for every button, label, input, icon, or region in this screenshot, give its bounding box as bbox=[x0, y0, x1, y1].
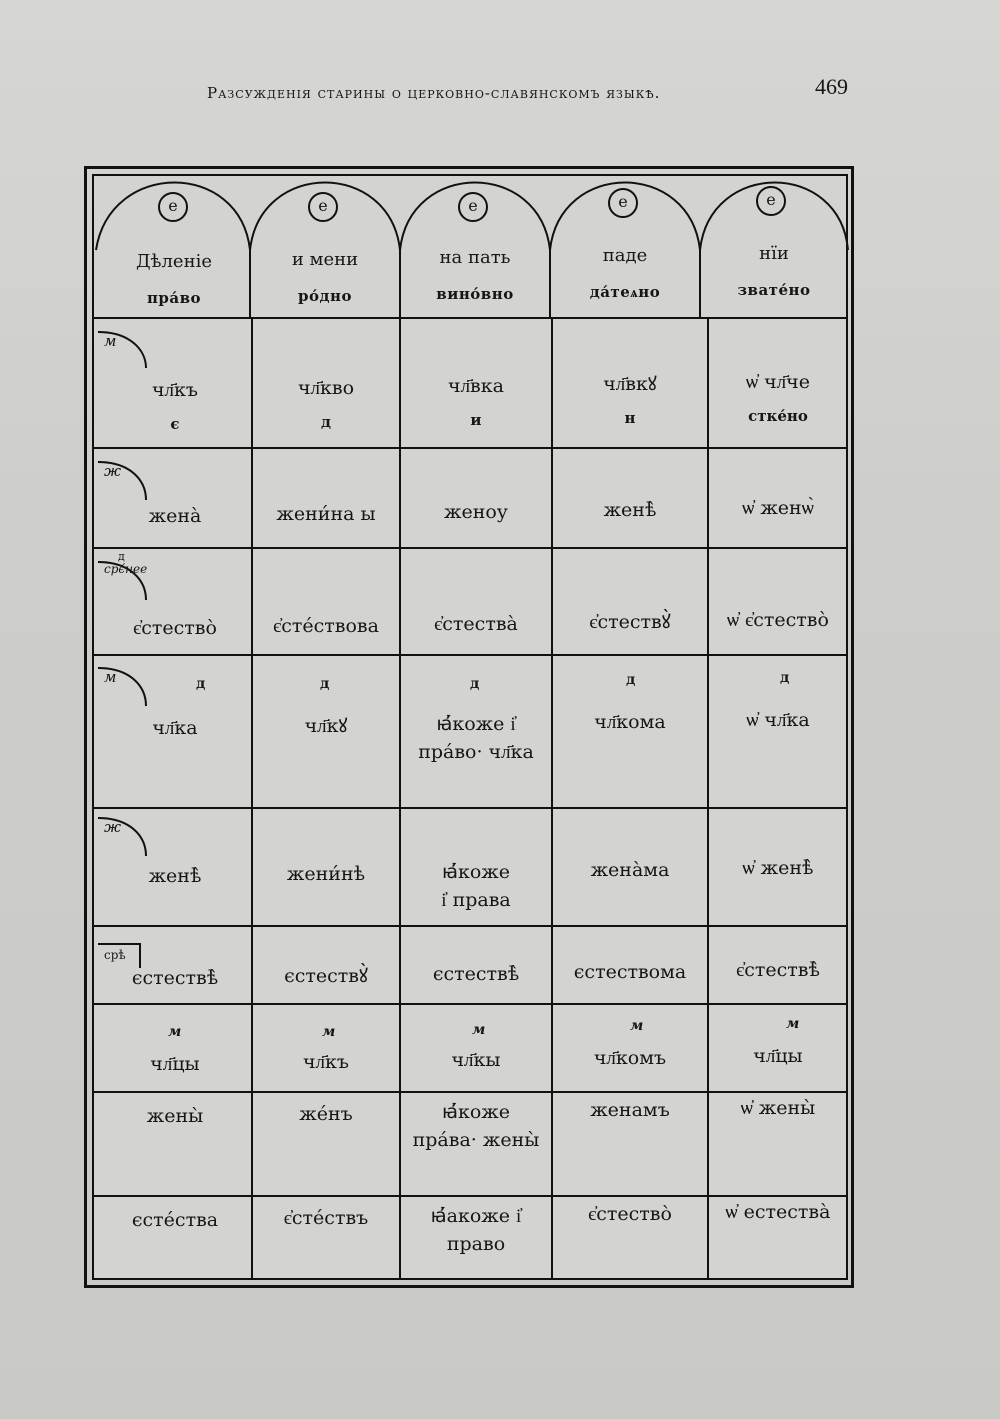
table-cell bbox=[708, 368, 848, 430]
table-cell bbox=[100, 714, 250, 742]
cell-line: ѡ҆ женѡ̀ bbox=[742, 497, 814, 519]
cell-line: жены̀ bbox=[146, 1105, 204, 1127]
table-cell bbox=[400, 858, 552, 914]
table-cell bbox=[552, 1044, 708, 1072]
cell-line: і҆ права bbox=[441, 889, 511, 911]
cell-line: єсте́ства bbox=[131, 1209, 219, 1231]
gender-mark-feminine: ж bbox=[104, 462, 122, 480]
running-title: Разсужденія старины о церковно-славянскомъ языкѣ. bbox=[207, 84, 661, 102]
table-cell bbox=[100, 1206, 250, 1234]
cell-line: женамъ bbox=[590, 1099, 670, 1121]
table-cell bbox=[552, 608, 708, 636]
table-cell bbox=[100, 502, 250, 530]
header-cell-5 bbox=[700, 240, 848, 304]
header-cell-1 bbox=[100, 248, 248, 312]
header-line2: вино́вно bbox=[436, 285, 514, 303]
table-cell bbox=[708, 1094, 848, 1122]
gender-mark-masculine-dual: м bbox=[104, 668, 117, 686]
cell-line: ѡ҆ є҆стество̀ bbox=[727, 609, 829, 631]
dual-mark: д bbox=[470, 676, 480, 692]
table-cell bbox=[708, 606, 848, 634]
cell-line: чл҃комъ bbox=[593, 1047, 667, 1069]
table-cell bbox=[400, 1046, 552, 1074]
table-cell bbox=[252, 1048, 400, 1076]
cell-line: єстествꙋ̀ bbox=[284, 965, 368, 987]
table-cell bbox=[252, 712, 400, 740]
neuter-top-mark: д bbox=[118, 550, 125, 563]
cell-line: ѡ҆ естества̀ bbox=[725, 1201, 831, 1223]
table-cell bbox=[552, 1200, 708, 1228]
plural-mark: м bbox=[786, 1016, 800, 1032]
cell-line: є҆стество̀ bbox=[133, 617, 217, 639]
case-mark-4: е bbox=[608, 188, 638, 218]
dual-mark: д bbox=[780, 670, 790, 686]
table-cell bbox=[708, 706, 848, 734]
table-cell bbox=[252, 1204, 400, 1232]
case-mark-5: е bbox=[756, 186, 786, 216]
cell-line: є҆сте́ствова bbox=[273, 615, 379, 637]
table-cell bbox=[400, 1098, 552, 1154]
gender-mark-neuter: срє́нее bbox=[104, 562, 148, 576]
table-cell bbox=[708, 494, 848, 522]
cell-line: и bbox=[470, 411, 482, 429]
table-cell bbox=[252, 860, 400, 888]
cell-line: єстествѣ̀ bbox=[432, 963, 520, 985]
table-cell bbox=[100, 1102, 250, 1130]
cell-line: є҆стества̀ bbox=[434, 613, 518, 635]
table-cell bbox=[400, 1202, 552, 1258]
table-cell bbox=[100, 862, 250, 890]
table-cell bbox=[400, 710, 552, 766]
header-line1: Дѣленіе bbox=[136, 251, 212, 272]
table-cell bbox=[552, 1096, 708, 1124]
cell-line: чл҃кво bbox=[297, 377, 355, 399]
dual-mark: д bbox=[320, 676, 330, 692]
header-line2: пра́во bbox=[146, 289, 202, 307]
cell-line: женоу bbox=[443, 501, 508, 523]
header-line1: и мени bbox=[291, 249, 359, 270]
table-cell bbox=[400, 372, 552, 434]
cell-line: чл҃кома bbox=[594, 711, 666, 733]
header-cell-3 bbox=[400, 244, 550, 308]
table-cell bbox=[552, 370, 708, 432]
header-line1: на пать bbox=[439, 247, 511, 268]
cell-line: д bbox=[321, 413, 331, 431]
cell-line: же́нъ bbox=[299, 1103, 353, 1125]
table-cell bbox=[252, 374, 400, 436]
table-cell bbox=[400, 610, 552, 638]
cell-line: ꙗ҆́коже і҆ bbox=[436, 713, 516, 735]
cell-line: чл҃ка bbox=[152, 717, 198, 739]
table-cell bbox=[400, 498, 552, 526]
plural-mark: м bbox=[322, 1024, 336, 1040]
cell-line: чл҃къ bbox=[151, 379, 198, 401]
table-cell bbox=[252, 1100, 400, 1128]
table-cell bbox=[708, 1042, 848, 1070]
case-mark-1: е bbox=[158, 192, 188, 222]
table-cell bbox=[252, 500, 400, 528]
table-cell bbox=[100, 1050, 250, 1078]
cell-line: чл҃вкꙋ bbox=[603, 373, 657, 395]
cell-line: є҆сте́ствъ bbox=[283, 1207, 369, 1229]
plural-mark: м bbox=[472, 1022, 486, 1038]
table-cell bbox=[100, 376, 250, 438]
table-cell bbox=[708, 1198, 848, 1226]
plural-mark: м bbox=[168, 1024, 182, 1040]
cell-line: єстествѣ̀ bbox=[131, 967, 219, 989]
header-line2: да́теѧно bbox=[589, 283, 661, 301]
table-cell bbox=[552, 496, 708, 524]
cell-line: право bbox=[446, 1233, 506, 1255]
gender-mark-feminine-dual: ж bbox=[104, 818, 122, 836]
cell-line: жени́нѣ bbox=[286, 863, 366, 885]
case-mark-3: е bbox=[458, 192, 488, 222]
cell-line: ѡ҆ чл҃че bbox=[746, 371, 810, 393]
page-number: 469 bbox=[815, 74, 848, 99]
table-cell bbox=[708, 854, 848, 882]
header-line1: паде bbox=[602, 245, 648, 266]
cell-line: чл҃кы bbox=[451, 1049, 501, 1071]
table-cell bbox=[708, 956, 848, 984]
header-cell-4 bbox=[550, 242, 700, 306]
cell-line: чл҃къ bbox=[302, 1051, 349, 1073]
gender-mark-neuter-dual: срѣ bbox=[104, 948, 126, 962]
cell-line: ѡ҆ чл҃ка bbox=[746, 709, 810, 731]
cell-line: чл҃вка bbox=[448, 375, 504, 397]
table-cell bbox=[552, 856, 708, 884]
cell-line: чл҃цы bbox=[753, 1045, 803, 1067]
table-cell bbox=[100, 614, 250, 642]
table-cell bbox=[400, 960, 552, 988]
dual-mark: д bbox=[196, 676, 206, 692]
table-cell bbox=[100, 964, 250, 992]
table-cell bbox=[252, 612, 400, 640]
case-mark-2: е bbox=[308, 192, 338, 222]
cell-line: пра́ва· жены̀ bbox=[412, 1129, 540, 1151]
cell-line: чл҃кꙋ bbox=[304, 715, 348, 737]
header-line1: нїи bbox=[759, 243, 789, 264]
table-cell bbox=[252, 962, 400, 990]
cell-line: є҆стествꙋ̀ bbox=[589, 611, 671, 633]
header-line2: ро́дно bbox=[298, 287, 352, 305]
cell-line: є bbox=[170, 415, 180, 433]
cell-line: ꙗ҆́коже bbox=[441, 861, 511, 883]
cell-line: жена̀ bbox=[148, 505, 202, 527]
cell-line: женѣ̀ bbox=[148, 865, 202, 887]
cell-line: ѡ҆ женѣ̀ bbox=[742, 857, 814, 879]
cell-line: є҆стествѣ̀ bbox=[736, 959, 820, 981]
cell-line: чл҃цы bbox=[150, 1053, 200, 1075]
gender-mark-masculine: м bbox=[104, 332, 117, 350]
cell-line: ꙗ҆́акоже і҆ bbox=[430, 1205, 522, 1227]
cell-line: є҆стество̀ bbox=[588, 1203, 672, 1225]
table-cell bbox=[552, 958, 708, 986]
header-line2: звате́но bbox=[737, 281, 811, 299]
cell-line: ѡ҆ жены̀ bbox=[740, 1097, 816, 1119]
cell-line: єстествома bbox=[573, 961, 687, 983]
dual-mark: д bbox=[626, 672, 636, 688]
cell-line: стке́но bbox=[748, 407, 808, 425]
cell-line: жена̀ма bbox=[590, 859, 670, 881]
header-cell-2 bbox=[250, 246, 400, 310]
cell-line: н bbox=[624, 409, 636, 427]
plural-mark: м bbox=[630, 1018, 644, 1034]
cell-line: пра́во· чл҃ка bbox=[418, 741, 534, 763]
cell-line: жени́на ы bbox=[276, 503, 376, 525]
cell-line: женѣ̀ bbox=[603, 499, 657, 521]
cell-line: ꙗ҆́коже bbox=[441, 1101, 511, 1123]
table-cell bbox=[552, 708, 708, 736]
